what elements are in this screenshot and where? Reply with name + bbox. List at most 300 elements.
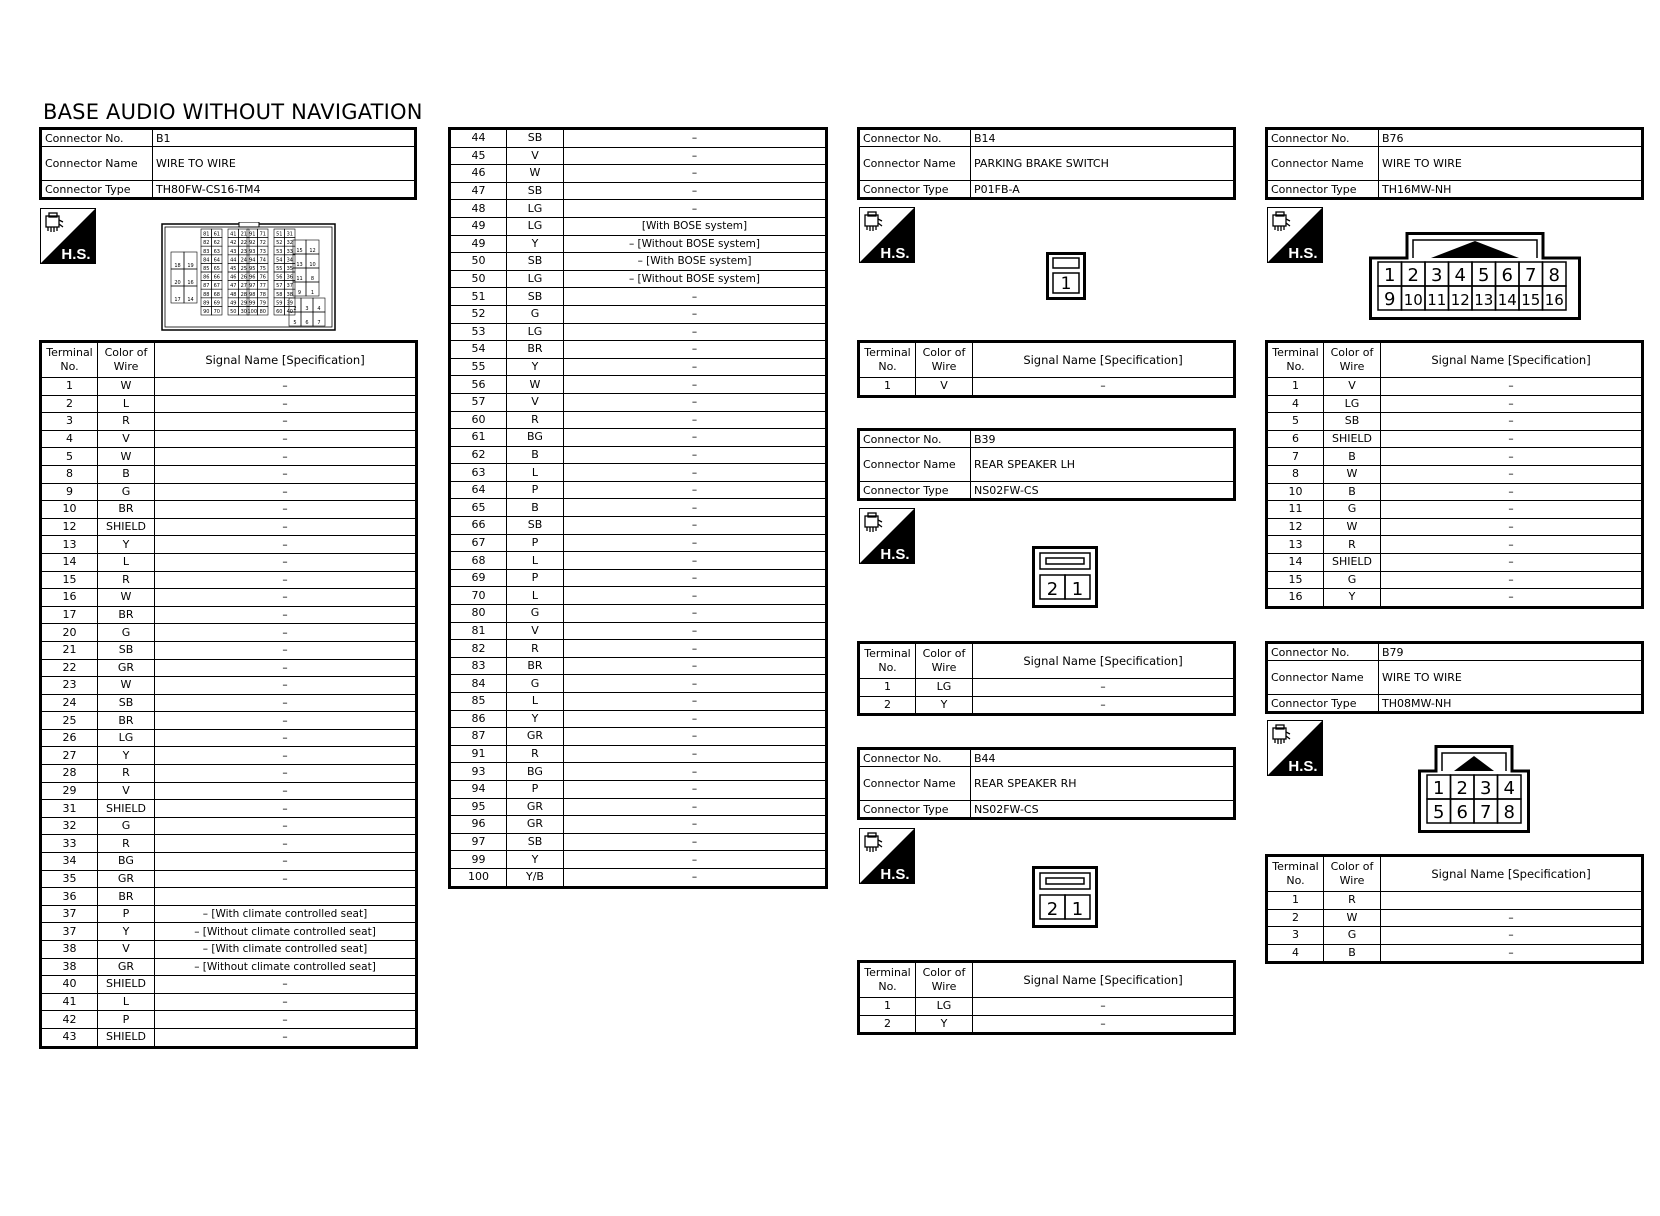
b1-pin-label: 28 [240,291,247,298]
signal-name-cell: – [1381,448,1643,466]
signal-name-cell: – [Without climate controlled seat] [155,923,417,941]
signal-name-cell: – [Without BOSE system] [564,235,827,253]
connector-name-label: Connector Name [41,147,153,181]
signal-name-cell: – [1381,378,1643,396]
wire-color-cell: LG [1324,395,1381,413]
wire-color-cell: W [98,677,155,695]
terminal-no-cell: 3 [41,413,98,431]
wire-color-cell: Y [507,358,564,376]
pin-table-header [1267,342,1643,378]
table-row [41,378,417,396]
b76-pin-label: 2 [1407,265,1419,286]
wire-color-cell: SB [507,253,564,271]
table-row [41,870,417,888]
signal-name-cell: – [564,833,827,851]
table-row [1267,571,1643,589]
signal-name-cell: – [564,851,827,869]
signal-name-cell: – [155,659,417,677]
table-row [450,341,827,359]
wire-color-cell: V [98,430,155,448]
b76-connector-face [1369,232,1581,320]
b1-pin-label: 84 [203,257,210,264]
signal-name-cell: – [973,696,1235,715]
table-row [450,147,827,165]
terminal-no-cell: 15 [41,571,98,589]
table-row [41,853,417,871]
terminal-no-header: Terminal No. [859,342,916,378]
signal-name-cell: – [564,605,827,623]
signal-name-cell: – [155,712,417,730]
signal-name-cell: – [564,745,827,763]
b1-pin-label: 94 [249,257,256,264]
signal-name-cell: – [564,323,827,341]
b1-pin-label: 13 [296,262,303,268]
terminal-no-cell: 2 [41,395,98,413]
b76-pin-label: 1 [1384,265,1396,286]
terminal-no-cell: 70 [450,587,507,605]
b76-pin-label: 6 [1501,265,1513,286]
connector-name-label: Connector Name [1267,661,1379,695]
wire-color-cell: BR [98,712,155,730]
table-row [41,659,417,677]
wire-color-cell: GR [507,798,564,816]
signal-name-cell: – [155,518,417,536]
terminal-no-cell: 5 [41,448,98,466]
b79-pin-table [1265,854,1644,964]
b76-connector-name: WIRE TO WIRE [1379,147,1643,181]
b1-pin-label: 81 [203,231,210,238]
table-row [41,958,417,976]
table-row [450,464,827,482]
connector-no-label: Connector No. [859,430,971,448]
table-row [450,129,827,148]
wire-color-cell: Y/B [507,868,564,887]
table-row [450,587,827,605]
signal-name-cell: – [1381,483,1643,501]
table-row [450,376,827,394]
signal-name-cell: – [1381,553,1643,571]
wire-color-cell: B [507,499,564,517]
b76-info-table [1265,127,1644,200]
b1-pin-label: 92 [249,240,256,247]
table-row [41,694,417,712]
terminal-no-cell: 15 [1267,571,1324,589]
signal-name-cell: – [1381,413,1643,431]
pin-table-header [859,342,1235,378]
hs-label: H.S. [880,245,910,262]
table-row [41,1028,417,1047]
b1-pin-label: 41 [230,231,237,238]
wire-color-cell: W [507,376,564,394]
signal-name-cell: – [155,1011,417,1029]
b1-pin-label: 93 [249,248,256,255]
table-row [41,677,417,695]
wire-color-cell: P [98,905,155,923]
b1-pin-label: 73 [259,248,266,255]
signal-name-cell: – [564,464,827,482]
b1-pin-label: 14 [187,297,194,303]
table-row [1267,553,1643,571]
signal-name-cell: – [973,378,1235,397]
signal-name-cell: – [1381,944,1643,963]
terminal-no-cell: 35 [41,870,98,888]
signal-name-cell: – [564,622,827,640]
table-row [41,765,417,783]
terminal-no-cell: 67 [450,534,507,552]
terminal-no-cell: 1 [1267,378,1324,396]
table-row [450,411,827,429]
table-row [41,413,417,431]
table-row [41,747,417,765]
table-row [41,923,417,941]
b1-pin-label: 45 [230,266,237,272]
table-row [450,200,827,218]
table-row [450,868,827,887]
terminal-no-cell: 17 [41,606,98,624]
table-row [1267,378,1643,396]
wire-color-cell: L [507,693,564,711]
wire-color-cell: V [507,393,564,411]
signal-name-cell: – [155,606,417,624]
table-row [450,165,827,183]
b44-pin-label: 2 [1046,899,1059,920]
wire-color-cell: BR [98,888,155,906]
terminal-no-cell: 5 [1267,413,1324,431]
wire-color-cell: V [507,147,564,165]
table-row [450,675,827,693]
b1-pin-label: 9 [297,290,302,296]
signal-name-cell: – [1381,927,1643,945]
table-row [450,710,827,728]
terminal-no-cell: 96 [450,816,507,834]
wire-color-cell: BG [507,763,564,781]
b1-pin-label: 38 [286,291,293,298]
b1-pin-label: 46 [230,274,237,281]
wire-color-cell: P [98,1011,155,1029]
b79-connector-face [1418,745,1530,833]
b1-pin-label: 3 [305,306,309,312]
b1-pin-label: 27 [240,283,247,290]
signal-name-cell: – [564,798,827,816]
terminal-no-cell: 65 [450,499,507,517]
b1-pin-label: 30 [240,309,247,315]
b14-pin-label: 1 [1060,274,1072,294]
signal-name-cell: – [564,816,827,834]
wire-color-cell: B [507,446,564,464]
wire-color-cell: B [1324,483,1381,501]
b76-pin-label: 7 [1525,265,1537,286]
pin-table-header [859,643,1235,679]
b1-pin-label: 43 [230,248,237,255]
b1-pin-label: 2 [293,306,297,312]
terminal-no-cell: 13 [41,536,98,554]
b39-pin-label: 2 [1046,579,1059,600]
table-row [450,657,827,675]
terminal-no-header: Terminal No. [1267,342,1324,378]
b1-pin-table-part2 [448,127,828,889]
wire-color-cell: SB [507,129,564,148]
b1-connector-name: WIRE TO WIRE [153,147,416,181]
table-row [41,465,417,483]
wire-color-header: Color of Wire [916,342,973,378]
wire-color-cell: Y [916,1015,973,1034]
b1-pin-label: 49 [230,300,237,307]
table-row [1267,395,1643,413]
wire-color-cell: R [98,413,155,431]
wire-color-cell: SB [1324,413,1381,431]
wire-color-cell: LG [916,679,973,697]
wire-color-cell: Y [98,747,155,765]
hs-label: H.S. [1288,245,1318,262]
terminal-no-cell: 43 [41,1028,98,1047]
terminal-no-cell: 7 [1267,448,1324,466]
table-row [450,833,827,851]
terminal-no-cell: 94 [450,780,507,798]
wire-color-cell: GR [98,870,155,888]
connector-name-label: Connector Name [859,147,971,181]
b1-pin-label: 68 [213,291,220,298]
table-row [859,378,1235,397]
pin-table-header [41,342,417,378]
b1-pin-label: 96 [249,274,256,281]
table-row [41,782,417,800]
signal-name-cell: – [564,640,827,658]
terminal-no-cell: 51 [450,288,507,306]
signal-name-cell: – [564,147,827,165]
b1-pin-label: 40 [286,309,293,315]
signal-name-header: Signal Name [Specification] [1381,856,1643,892]
signal-name-cell: – [564,182,827,200]
b1-pin-label: 80 [259,309,266,315]
b79-pin-label: 1 [1433,778,1445,799]
table-row [859,998,1235,1016]
signal-name-cell: – [155,624,417,642]
wire-color-cell: BR [98,501,155,519]
terminal-no-cell: 45 [450,147,507,165]
wire-color-cell: G [98,624,155,642]
signal-name-cell: – [1381,501,1643,519]
wire-color-cell: L [507,587,564,605]
table-row [1267,430,1643,448]
b79-pin-label: 4 [1503,778,1515,799]
table-row [1267,909,1643,927]
signal-name-cell: – [1381,430,1643,448]
wire-color-cell: SHIELD [98,800,155,818]
harness-side-icon [859,207,915,263]
b1-pin-label: 12 [309,248,316,254]
b1-pin-label: 32 [286,240,293,247]
b1-pin-label: 89 [203,300,210,307]
signal-name-cell: – [564,393,827,411]
b1-pin-label: 90 [203,309,210,315]
b79-pin-label: 7 [1480,802,1492,823]
terminal-no-cell: 1 [859,378,916,397]
b1-pin-label: 54 [276,257,283,264]
signal-name-cell: – [564,446,827,464]
table-row [450,235,827,253]
terminal-no-cell: 8 [41,465,98,483]
b1-pin-table-part1 [39,340,418,1049]
table-row [450,640,827,658]
table-row [859,696,1235,715]
b1-pin-label: 99 [249,300,256,307]
harness-side-icon [40,208,96,264]
table-row [450,780,827,798]
wire-color-cell: Y [1324,589,1381,608]
wire-color-cell: BR [507,657,564,675]
wire-color-header: Color of Wire [916,643,973,679]
table-row [450,622,827,640]
connector-no-label: Connector No. [859,749,971,767]
wire-color-cell: V [98,782,155,800]
terminal-no-header: Terminal No. [859,643,916,679]
wire-color-cell: GR [98,958,155,976]
signal-name-cell: – [With BOSE system] [564,253,827,271]
wire-color-cell: SB [507,182,564,200]
table-row [41,993,417,1011]
b1-pin-label: 59 [276,300,283,307]
connector-no-label: Connector No. [1267,643,1379,661]
signal-name-cell: – [155,448,417,466]
b1-pin-label: 100 [247,309,258,315]
table-row [41,395,417,413]
terminal-no-cell: 9 [41,483,98,501]
b39-pin-label: 1 [1071,579,1084,600]
b1-pin-label: 5 [293,320,297,326]
b1-pin-label: 1 [310,290,315,296]
terminal-no-cell: 100 [450,868,507,887]
wire-color-header: Color of Wire [1324,856,1381,892]
signal-name-cell: – [155,976,417,994]
b39-connector-no: B39 [971,430,1235,448]
b1-pin-label: 37 [286,283,293,290]
connector-type-label: Connector Type [859,482,971,500]
wire-color-cell: R [507,640,564,658]
table-row [41,430,417,448]
terminal-no-cell: 29 [41,782,98,800]
wire-color-cell: B [1324,944,1381,963]
b1-pin-label: 77 [259,283,266,290]
terminal-no-cell: 60 [450,411,507,429]
harness-side-icon [1267,207,1323,263]
table-row [450,728,827,746]
signal-name-cell: – [Without BOSE system] [564,270,827,288]
b1-pin-label: 57 [276,283,283,290]
b1-pin-label: 39 [286,300,293,307]
b1-pin-label: 63 [213,248,220,255]
b76-pin-label: 8 [1548,265,1560,286]
signal-name-cell: – [155,395,417,413]
table-row [41,976,417,994]
table-row [450,745,827,763]
signal-name-cell: – [973,998,1235,1016]
terminal-no-cell: 1 [859,998,916,1016]
table-row [1267,448,1643,466]
terminal-no-cell: 56 [450,376,507,394]
signal-name-cell: – [564,763,827,781]
terminal-no-cell: 21 [41,641,98,659]
b1-pin-label: 8 [310,276,315,282]
signal-name-cell: – [564,675,827,693]
terminal-no-cell: 61 [450,429,507,447]
connector-name-label: Connector Name [859,767,971,801]
terminal-no-cell: 63 [450,464,507,482]
wire-color-cell: G [98,483,155,501]
b1-pin-label: 26 [240,274,247,281]
wire-color-cell: G [1324,927,1381,945]
terminal-no-cell: 2 [859,1015,916,1034]
b76-pin-label: 15 [1521,291,1541,309]
wire-color-cell: L [507,464,564,482]
terminal-no-header: Terminal No. [1267,856,1324,892]
signal-name-cell: – [564,165,827,183]
b1-pin-label: 86 [203,274,210,281]
table-row [450,323,827,341]
table-row [450,569,827,587]
b76-pin-label: 5 [1478,265,1490,286]
terminal-no-cell: 16 [41,589,98,607]
terminal-no-cell: 52 [450,305,507,323]
wire-color-cell: B [1324,448,1381,466]
signal-name-cell: – [155,853,417,871]
wire-color-cell: L [98,553,155,571]
wire-color-cell: G [98,817,155,835]
table-row [41,553,417,571]
b76-pin-label: 14 [1497,291,1517,309]
table-row [41,888,417,906]
connector-type-label: Connector Type [1267,181,1379,199]
connector-type-label: Connector Type [859,801,971,819]
b1-pin-label: 76 [259,274,266,281]
table-row [41,1011,417,1029]
b44-info-table [857,747,1236,820]
signal-name-cell: – [155,870,417,888]
wire-color-header: Color of Wire [916,962,973,998]
terminal-no-cell: 1 [41,378,98,396]
terminal-no-cell: 41 [41,993,98,1011]
b76-pin-label: 9 [1384,289,1396,310]
b1-pin-label: 23 [240,248,247,255]
table-row [1267,518,1643,536]
b1-pin-label: 97 [249,283,256,290]
terminal-no-cell: 97 [450,833,507,851]
b1-pin-label: 67 [213,283,220,290]
wire-color-cell: P [507,569,564,587]
b1-pin-label: 60 [276,309,283,315]
b1-pin-label: 34 [286,257,293,264]
wire-color-cell: GR [507,728,564,746]
table-row [450,253,827,271]
table-row [450,534,827,552]
terminal-no-cell: 27 [41,747,98,765]
b1-pin-label: 79 [259,300,266,307]
signal-name-cell: – [564,358,827,376]
wire-color-cell: Y [507,851,564,869]
terminal-no-cell: 8 [1267,465,1324,483]
wire-color-cell: G [507,675,564,693]
b1-pin-label: 11 [296,276,303,282]
wire-color-cell: GR [507,816,564,834]
table-row [1267,413,1643,431]
signal-name-cell: – [1381,589,1643,608]
pin-table-header [1267,856,1643,892]
table-row [41,641,417,659]
b44-pin-table [857,960,1236,1035]
b1-pin-label: 88 [203,291,210,298]
terminal-no-cell: 83 [450,657,507,675]
b1-pin-label: 98 [249,291,256,298]
signal-name-cell: – [155,501,417,519]
